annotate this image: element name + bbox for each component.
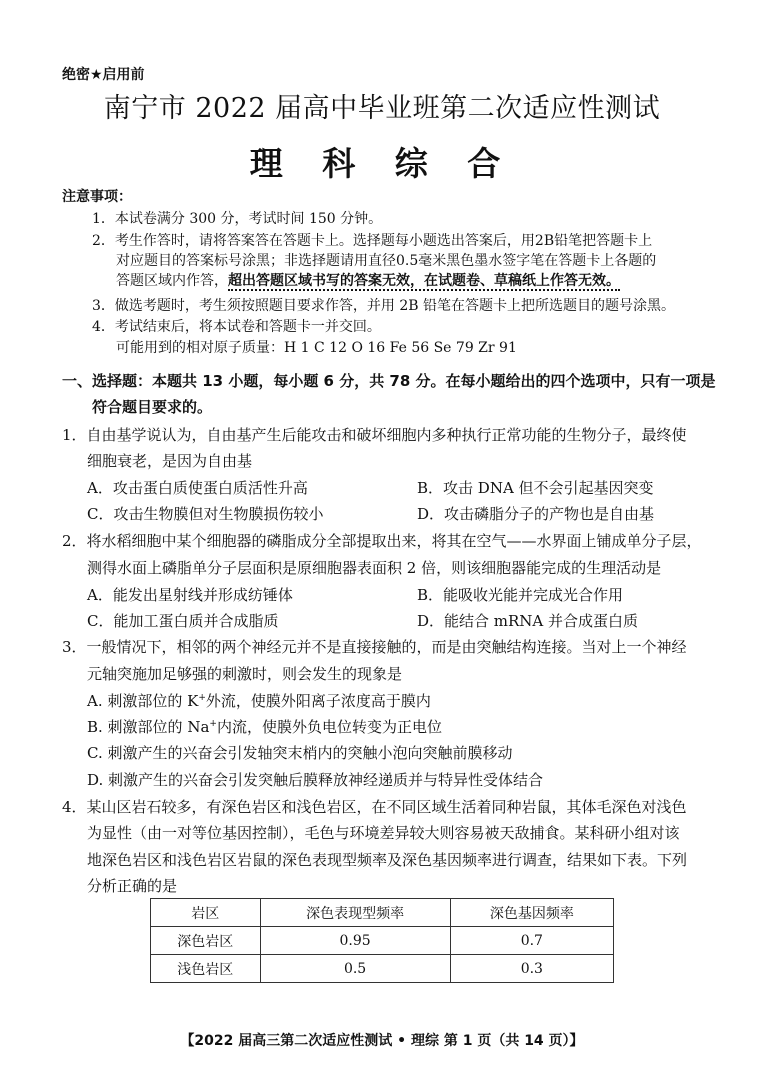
table-header-cell: 深色表现型频率: [260, 899, 450, 927]
q2-option-a: A．能发出星射线并形成纺锤体: [87, 586, 293, 604]
q2-option-b: B．能吸收光能并完成光合作用: [417, 586, 624, 604]
q2-option-c: C．能加工蛋白质并合成脂质: [87, 612, 279, 630]
notice-item-1: 1．本试卷满分 300 分，考试时间 150 分钟。: [92, 211, 383, 227]
notice-item-2-line-1: 2．考生作答时，请将答案答在答题卡上。选择题每小题选出答案后，用2B铅笔把答题卡上: [92, 233, 653, 249]
notice-item-2-line-3: [116, 270, 620, 290]
notice-emphasis: 超出答题区域书写的答案无效，在试题卷、草稿纸上作答无效。: [228, 273, 620, 289]
q3-option-a: [87, 690, 431, 711]
q3-option-b: [87, 716, 442, 737]
confidential-label: 绝密★启用前: [62, 67, 145, 83]
table-row: [151, 955, 614, 983]
q3-option-a-superscript: +: [198, 693, 206, 703]
q1-option-b: B．攻击 DNA 但不会引起基因突变: [417, 479, 654, 497]
q3-option-a-pre: A. 刺激部位的 K: [87, 692, 199, 710]
table-cell: 0.7: [450, 927, 613, 955]
q3-option-a-post: 外流，使膜外阳离子浓度高于膜内: [205, 692, 431, 710]
q3-option-b-post: 内流，使膜外负电位转变为正电位: [216, 718, 442, 736]
table-cell: 深色岩区: [151, 927, 261, 955]
q2-option-d: D．能结合 mRNA 并合成蛋白质: [417, 612, 639, 630]
table-header-row: [151, 899, 614, 927]
subject-title: 理 科 综 合: [249, 144, 515, 183]
q3-option-c: C. 刺激产生的兴奋会引发轴突末梢内的突触小泡向突触前膜移动: [87, 744, 513, 762]
q4-stem-line-3: 地深色岩区和浅色岩区岩鼠的深色表现型频率及深色基因频率进行调查，结果如下表。下列: [87, 851, 688, 869]
q1-stem-line-2: 细胞衰老，是因为自由基: [87, 452, 253, 470]
q3-option-b-superscript: +: [209, 719, 217, 729]
q3-option-b-pre: B. 刺激部位的 Na: [87, 718, 210, 736]
q3-option-d: D. 刺激产生的兴奋会引发突触后膜释放神经递质并与特异性受体结合: [87, 771, 544, 789]
section-1-heading: 一、选择题：本题共 13 小题，每小题 6 分，共 78 分。在每小题给出的四个选项中，只有一项是: [62, 372, 716, 390]
section-1-heading-cont: 符合题目要求的。: [92, 398, 213, 416]
atomic-masses: 可能用到的相对原子质量：H 1 C 12 O 16 Fe 56 Se 79 Zr 91: [116, 340, 517, 356]
q4-stem-line-2: 为显性（由一对等位基因控制），毛色与环境差异较大则容易被天敌捕食。某科研小组对该: [87, 824, 680, 842]
exam-title: 南宁市 2022 届高中毕业班第二次适应性测试: [103, 93, 661, 124]
table-header-cell: 岩区: [151, 899, 261, 927]
q3-stem-line-2: 元轴突施加足够强的刺激时，则会发生的现象是: [87, 665, 403, 683]
notice-heading: 注意事项：: [62, 189, 132, 205]
q4-stem-line-4: 分析正确的是: [87, 877, 178, 895]
notice-item-3: 3．做选考题时，考生须按照题目要求作答，并用 2B 铅笔在答题卡上把所选题目的题号涂黑。: [92, 298, 676, 314]
q2-stem-line-1: 2．将水稻细胞中某个细胞器的磷脂成分全部提取出来，将其在空气——水界面上铺成单分子层，: [62, 532, 702, 550]
q3-stem-line-1: 3．一般情况下，相邻的两个神经元并不是直接接触的，而是由突触结构连接。当对上一个神经: [62, 638, 687, 656]
page-footer: 【2022 届高三第二次适应性测试 • 理综 第 1 页（共 14 页）】: [180, 1033, 584, 1049]
notice-item-2-line-3-text: 答题区域内作答，: [116, 273, 228, 289]
table-cell: 0.3: [450, 955, 613, 983]
q2-stem-line-2: 测得水面上磷脂单分子层面积是原细胞器表面积 2 倍，则该细胞器能完成的生理活动是: [87, 559, 662, 577]
q1-option-c: C．攻击生物膜但对生物膜损伤较小: [87, 505, 324, 523]
table-cell: 0.95: [260, 927, 450, 955]
notice-item-4: 4．考试结束后，将本试卷和答题卡一并交回。: [92, 319, 381, 335]
table-header-cell: 深色基因频率: [450, 899, 613, 927]
q1-option-a: A．攻击蛋白质使蛋白质活性升高: [87, 479, 308, 497]
q1-stem-line-1: 1．自由基学说认为，自由基产生后能攻击和破坏细胞内多种执行正常功能的生物分子，最终使: [62, 426, 687, 444]
table-cell: 浅色岩区: [151, 955, 261, 983]
q1-option-d: D．攻击磷脂分子的产物也是自由基: [417, 505, 655, 523]
q4-stem-line-1: 4．某山区岩石较多，有深色岩区和浅色岩区，在不同区域生活着同种岩鼠，其体毛深色对浅色: [62, 798, 687, 816]
table-row: [151, 927, 614, 955]
q4-data-table: [150, 898, 614, 983]
table-cell: 0.5: [260, 955, 450, 983]
notice-item-2-line-2: 对应题目的答案标号涂黑；非选择题请用直径0.5毫米黑色墨水签字笔在答题卡上各题的: [116, 253, 657, 269]
